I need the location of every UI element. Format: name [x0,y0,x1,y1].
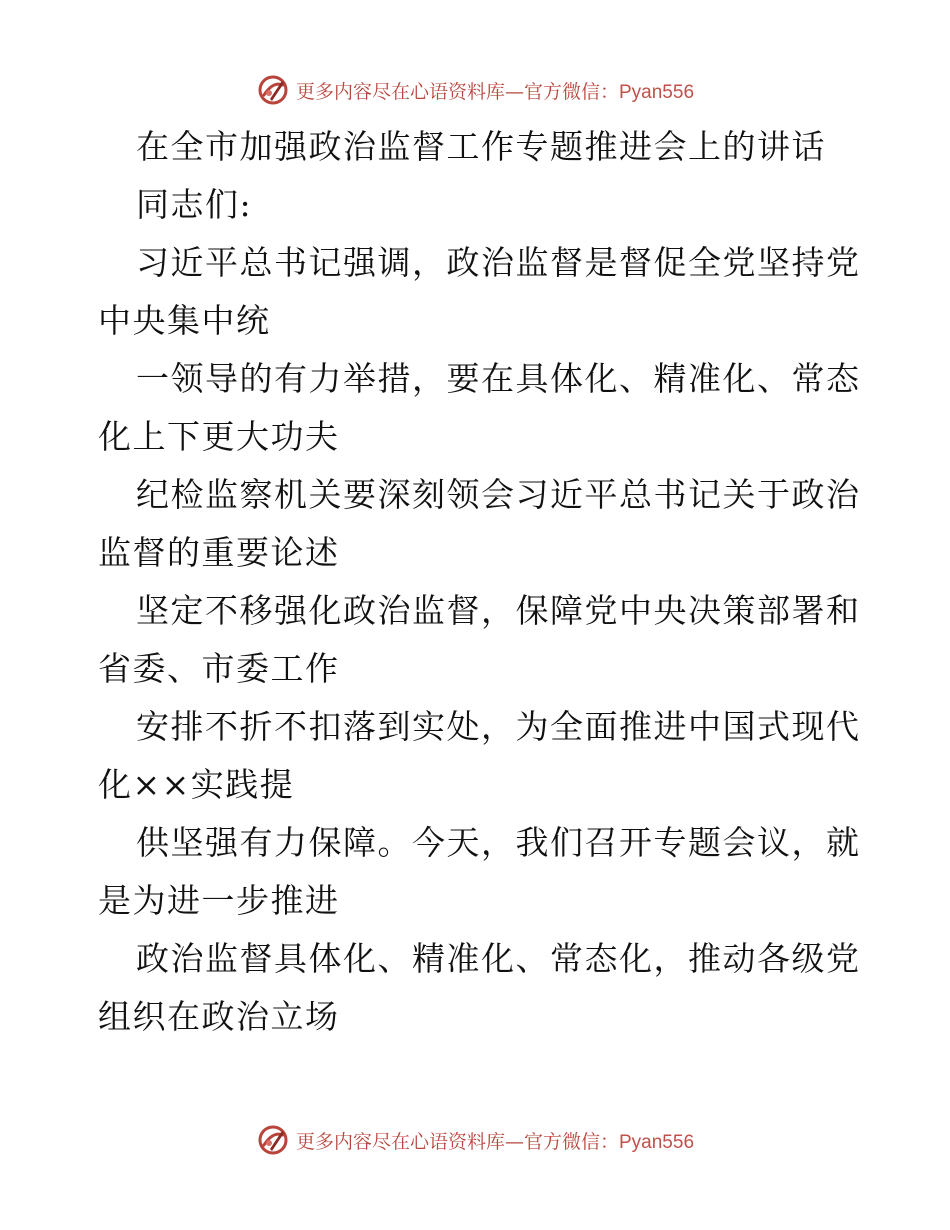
document-body [98,118,861,1046]
document-line: 监督的重要论述 [98,533,340,572]
document-line: 纪检监察机关要深刻领会习近平总书记关于政治 [136,475,861,514]
pen-swirl-logo-icon [256,73,290,107]
banner-text [296,1127,694,1154]
document-line: 习近平总书记强调，政治监督是督促全党坚持党 [136,243,861,282]
banner-wechat-label: 官方微信： [523,1130,619,1153]
pen-swirl-logo-icon [256,1123,290,1157]
document-line: 省委、市委工作 [98,649,340,688]
document-line: 一领导的有力举措，要在具体化、精准化、常态 [136,359,861,398]
document-line: 坚定不移强化政治监督，保障党中央决策部署和 [136,591,861,630]
banner-separator: — [504,1130,524,1153]
document-line: 政治监督具体化、精准化、常态化，推动各级党 [136,939,861,978]
footer-banner [0,1120,950,1160]
document-line: 同志们: [136,185,253,224]
document-line: 化××实践提 [98,765,295,804]
document-line: 化上下更大功夫 [98,417,340,456]
document-line: 安排不折不扣落到实处，为全面推进中国式现代 [136,707,861,746]
header-banner [0,70,950,110]
banner-wechat-id: Pyan556 [619,1131,695,1153]
banner-brand: 更多内容尽在心语资料库 [295,80,505,103]
document-line: 组织在政治立场 [98,997,340,1036]
banner-separator: — [504,80,524,103]
document-line: 供坚强有力保障。今天，我们召开专题会议，就 [136,823,861,862]
banner-wechat-id: Pyan556 [619,81,695,103]
banner-text [296,77,694,104]
banner-wechat-label: 官方微信： [523,80,619,103]
banner-brand: 更多内容尽在心语资料库 [295,1130,505,1153]
document-line: 是为进一步推进 [98,881,340,920]
document-line: 中央集中统 [98,301,271,340]
document-line: 在全市加强政治监督工作专题推进会上的讲话 [136,127,826,166]
